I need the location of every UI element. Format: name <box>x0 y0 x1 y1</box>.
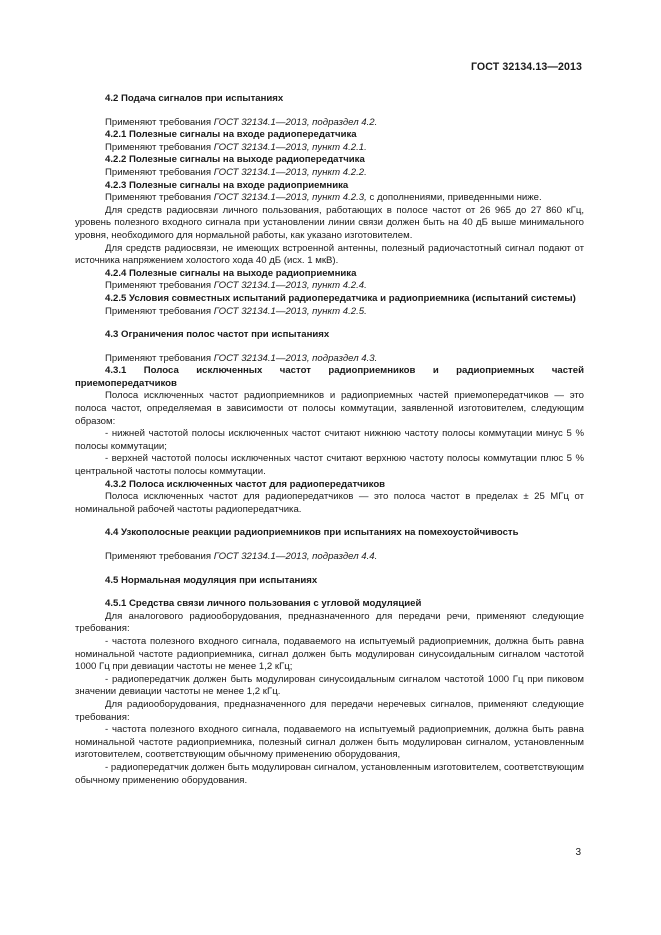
reference: ГОСТ 32134.1—2013, подраздел 4.3. <box>213 352 378 364</box>
section-4-2-2-apply <box>75 167 584 180</box>
list-item: - частота полезного входного сигнала, подаваемого на испытуемый радиоприемник, должна быть равна номинальной частоте радиоприемника, сигнал должен быть модулирован синусоидальным сигналом частотой 1000 Гц при девиации частоты не менее 1,2 кГц; <box>75 635 584 673</box>
list-item: - радиопередатчик должен быть модулирован сигналом, установленным изготовителем, соответствующим обычному применению оборудования. <box>75 761 584 786</box>
reference: ГОСТ 32134.1—2013, пункт 4.2.5. <box>213 305 367 317</box>
section-4-4-title: 4.4 Узкополосные реакции радиоприемников при испытаниях на помехоустойчивость <box>105 527 519 539</box>
section-4-5-1-title: 4.5.1 Средства связи личного пользования с угловой модуляцией <box>105 598 422 610</box>
section-4-2-5-apply <box>75 306 584 319</box>
section-4-2-2-title: 4.2.2 Полезные сигналы на выходе радиопередатчика <box>105 154 365 166</box>
section-4-2-3-paragraph: Для средств радиосвязи личного пользования, работающих в полосе частот от 26 965 до 27 860 кГц, уровень полезного входного сигнала при установлении линии связи должен быть на 40 дБ выше минимального уровня, необходимого для нормальной работы, как указано изготовителем. <box>75 204 584 241</box>
list-item: - верхней частотой полосы исключенных частот считают верхнюю частоту полосы коммутации плюс 5 % центральной частоты полосы коммутации. <box>75 453 584 478</box>
list-item: - нижней частотой полосы исключенных частот считают нижнюю частоту полосы коммутации минус 5 % полосы коммутации; <box>75 428 584 452</box>
apply-text: Применяют требования <box>105 192 214 204</box>
document-body <box>75 93 584 787</box>
apply-text: Применяют требования <box>105 352 214 364</box>
section-4-2-1-title: 4.2.1 Полезные сигналы на входе радиопередатчика <box>105 129 357 141</box>
reference: ГОСТ 32134.1—2013, пункт 4.2.1. <box>213 141 367 153</box>
apply-text: Применяют требования <box>105 305 214 317</box>
page-number: 3 <box>575 847 581 858</box>
section-4-3-1-paragraph: Полоса исключенных частот радиоприемников и радиоприемных частей приемопередатчиков — это полоса частот, определяемая в зависимости от полосы коммутации, заявленной изготовителем, следующим образом: <box>75 390 584 427</box>
apply-text: Применяют требования <box>105 116 214 128</box>
apply-text: Применяют требования <box>105 166 214 178</box>
reference: ГОСТ 32134.1—2013, подраздел 4.2. <box>213 116 378 128</box>
section-4-2-title: 4.2 Подача сигналов при испытаниях <box>105 93 284 104</box>
reference: ГОСТ 32134.1—2013, пункт 4.2.2. <box>213 166 367 178</box>
section-4-5-1-paragraph: Для аналогового радиооборудования, предназначенного для передачи речи, применяют следующие требования: <box>75 610 584 635</box>
section-4-2-4-title: 4.2.4 Полезные сигналы на выходе радиоприемника <box>105 267 357 279</box>
list-item: - радиопередатчик должен быть модулирован синусоидальным сигналом частотой 1000 Гц при пиковом значении девиации частоты не менее 1,2 кГц. <box>75 673 584 698</box>
section-4-2-3-paragraph: Для средств радиосвязи, не имеющих встроенной антенны, полезный радиочастотный сигнал подают от источника напряжением холостого хода 40 дБ (исх. 1 мкВ). <box>75 242 584 267</box>
section-4-5-1-paragraph: Для радиооборудования, предназначенного для передачи неречевых сигналов, применяют следующие требования: <box>75 698 584 723</box>
list-item: - частота полезного входного сигнала, подаваемого на испытуемый радиоприемник, должна быть равна номинальной частоте радиоприемника, полезный сигнал должен быть модулирован сигналом, установленным изготовителем, соответствующим обычному применению оборудования, <box>75 724 584 761</box>
section-4-3-apply <box>75 353 584 366</box>
apply-suffix: с дополнениями, приведенными ниже. <box>366 192 542 204</box>
section-4-3-1-title: 4.3.1 Полоса исключенных частот радиоприемников и радиоприемных частей приемопередатчиков <box>75 365 584 389</box>
apply-text: Применяют требования <box>105 280 214 292</box>
section-4-3-2-paragraph: Полоса исключенных частот для радиопередатчиков — это полоса частот в пределах ± 25 МГц от номинальной рабочей частоты радиопередатчика. <box>75 491 584 515</box>
reference: ГОСТ 32134.1—2013, пункт 4.2.3, <box>213 192 367 204</box>
section-4-2-3-title: 4.2.3 Полезные сигналы на входе радиоприемника <box>105 179 349 191</box>
section-4-5-title: 4.5 Нормальная модуляция при испытаниях <box>105 574 318 586</box>
section-4-2-apply <box>75 117 584 130</box>
document-code-header: ГОСТ 32134.13—2013 <box>470 61 582 73</box>
section-4-3-title: 4.3 Ограничения полос частот при испытаниях <box>105 329 330 341</box>
apply-text: Применяют требования <box>105 141 214 153</box>
apply-text: Применяют требования <box>105 551 214 562</box>
section-4-2-3-apply <box>75 192 584 205</box>
section-4-3-2-title: 4.3.2 Полоса исключенных частот для радиопередатчиков <box>105 478 386 490</box>
section-4-2-5-title: 4.2.5 Условия совместных испытаний радиопередатчика и радиоприемника (испытаний системы) <box>105 292 576 304</box>
reference: ГОСТ 32134.1—2013, подраздел 4.4. <box>213 551 378 562</box>
section-4-2-1-apply <box>75 142 584 155</box>
section-4-2-4-apply <box>75 280 584 293</box>
reference: ГОСТ 32134.1—2013, пункт 4.2.4. <box>213 280 367 292</box>
section-4-4-apply <box>75 551 584 564</box>
